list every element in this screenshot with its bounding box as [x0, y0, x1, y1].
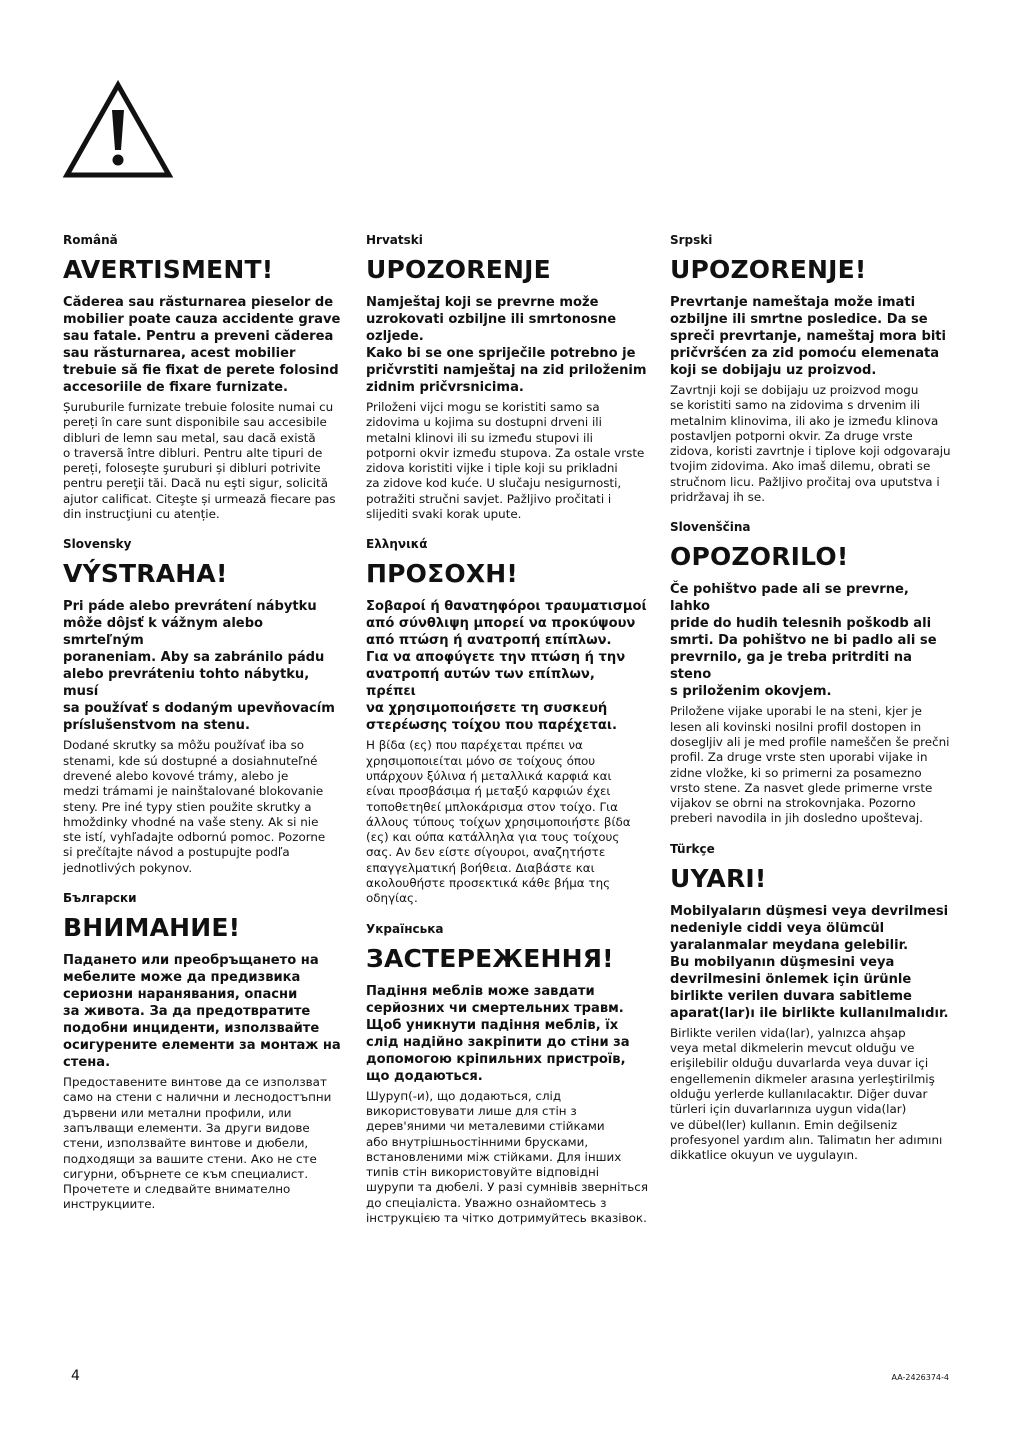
warning-details: Dodané skrutky sa môžu používať iba so stenami, kde sú dostupné a dosiahnuteľné drevené alebo kovové trámy, alebo je medzi trámami je nainštalované blokovanie steny. Pre iné typy stien použite skrutky a hmoždinky vhodné na vaše steny. Ak si nie ste istí, vyhľadajte odbornú pomoc. Pozorne si prečítajte návod a postupujte podľa jednotlivých pokynov. [63, 738, 326, 875]
language-label: Slovensky [63, 537, 132, 552]
warning-heading: AVERTISMENT! [63, 255, 274, 284]
warning-summary: Namještaj koji se prevrne može uzrokovati ozbiljne ili smrtonosne ozljede. Kako bi se one spriječile potrebno je pričvrstiti namještaj na zid priloženim zidnim pričvrsnicima. [366, 295, 647, 395]
column-1 [63, 232, 345, 1227]
warning-heading: ЗАСТЕРЕЖЕННЯ! [366, 943, 614, 973]
warning-heading: VÝSTRAHA! [63, 559, 228, 589]
section-srpski [670, 232, 952, 505]
column-3 [670, 232, 952, 1177]
language-label: Ελληνικά [366, 537, 428, 552]
section-bulgarian [63, 890, 345, 1213]
warning-summary: Σοβαροί ή θανατηφόροι τραυματισμοί από σύνθλιψη μπορεί να προκύψουν από πτώση ή ανατροπή επίπλων. Για να αποφύγετε την πτώση ή την ανατροπή αυτών των επίπλων, πρέπει να χρησιμοποιήσετε τη συσκευή στερέωσης τοίχου που παρέχεται. [366, 599, 647, 734]
document-code: AA-2426374-4 [891, 1373, 949, 1382]
warning-details: Предоставените винтове да се използват само на стени с налични и леснодостъпни дървени или метални профили, или запълващи елементи. За други видове стени, използвайте винтове и дюбели, подходящи за вашите стени. Ако не сте сигурни, обърнете се към специалист. Прочетете и следвайте внимателно инструкциите. [63, 1075, 332, 1212]
language-label: Български [63, 891, 137, 906]
warning-heading: ВНИМАНИЕ! [63, 913, 241, 943]
warning-triangle-icon [62, 80, 174, 180]
language-label: Українська [366, 921, 444, 936]
language-label: Türkçe [670, 841, 715, 856]
warning-summary: Mobilyaların düşmesi veya devrilmesi nedeniyle ciddi veya ölümcül yaralanmalar meydana gelebilir. Bu mobilyanın düşmesini veya devrilmesini önlemek için ürünle birlikte verilen duvara sabitleme aparat(lar)ı ile birlikte kullanılmalıdır. [670, 903, 949, 1021]
warning-summary: Căderea sau răsturnarea pieselor de mobilier poate cauza accidente grave sau fatale. Pentru a preveni căderea sau răsturnarea, acest mobilier trebuie să fie fixat de perete folosind accesoriile de fixare furnizate. [63, 295, 341, 395]
warning-summary: Падането или преобръщането на мебелите може да предизвика сериозни наранявания, опасни за живота. За да предотвратите подобни инциденти, използвайте осигурените елементи за монтаж на стена. [63, 953, 341, 1071]
section-ukrainian [366, 921, 648, 1227]
warning-details: Zavrtnji koji se dobijaju uz proizvod mogu se koristiti samo na zidovima s drvenim ili metalnim klinovima, ili ako je između klinova postavljen potporni okvir. Za druge vrste zidova, koristi zavrtnje i tiplove koji odgovaraju tvojim zidovima. Ako imaš dilemu, obrati se stručnom licu. Pažljivo pročitaj ova uputstva i pridržavaj ih se. [670, 383, 951, 505]
section-hrvatski [366, 232, 648, 522]
warning-heading: UPOZORENJE! [670, 255, 867, 284]
warning-details: Шуруп(-и), що додаються, слід використовувати лише для стін з дерев'яними чи металевими стійками або внутрішньостінними брусками, встановленими між стійками. Для інших типів стін використовуйте відповідні шурупи та дюбелі. У разі сумнівів зверніться до спеціаліста. Уважно ознайомтесь з інструкцією та чітко дотримуйтесь вказівок. [366, 1088, 649, 1226]
section-greek [366, 536, 648, 906]
language-label: Română [63, 233, 118, 247]
warning-details: Priložene vijake uporabi le na steni, kjer je lesen ali kovinski nosilni profil dostopen in dosegljiv ali je med profile nameščen še prečni profil. Za druge vrste sten uporabi vijake in zidne vložke, ki so primerni za posamezno vrsto stene. Za nasvet glede primerne vrste vijakov se obrni na strokovnjaka. Pozorno preberi navodila in jih dosledno upoštevaj. [670, 704, 950, 826]
section-slovensky [63, 536, 345, 876]
page-number: 4 [71, 1368, 80, 1384]
warning-details: Η βίδα (ες) που παρέχεται πρέπει να χρησιμοποιείται μόνο σε τοίχους όπου υπάρχουν ξύλινα ή μεταλλικά καρφιά και είναι προσβάσιμα ή μεταξύ καρφιών έχει τοποθετηθεί μπλοκάρισμα στον τοίχο. Για άλλους τύπους τοίχων χρησιμοποιήστε βίδα (ες) και ούπα κατάλληλα για τους τοίχους σας. Αν δεν είστε σίγουροι, αναζητήστε επαγγελματική βοήθεια. Διαβάστε και ακολουθήστε προσεκτικά κάθε βήμα της οδηγίας. [366, 738, 631, 906]
warning-heading: ΠΡΟΣΟΧΗ! [366, 559, 519, 589]
warning-heading: UPOZORENJE [366, 255, 551, 284]
warning-details: Șuruburile furnizate trebuie folosite numai cu pereți în care sunt disponibile sau accesibile dibluri de lemn sau metal, sau dacă există o traversă între dibluri. Pentru alte tipuri de pereți, foloseşte şuruburi și dibluri potrivite pentru pereţii tăi. Dacă nu eşti sigur, solicită ajutor calificat. Citeşte și urmează fiecare pas din instrucţiuni cu atenție. [63, 400, 336, 522]
language-label: Srpski [670, 233, 713, 247]
section-romana [63, 232, 345, 522]
section-turkce [670, 841, 952, 1164]
warning-details: Birlikte verilen vida(lar), yalnızca ahşap veya metal dikmelerin mevcut olduğu ve erişilebilir olduğu duvarlarda veya duvar içi engellemenin dikmeler arasına yerleştirilmiş olduğu yerlerde kullanılacaktır. Diğer duvar türleri için duvarlarınıza uygun vida(lar) ve dübel(ler) kullanın. Emin değilseniz profesyonel yardım alın. Talimatın her adımını dikkatlice okuyun ve uygulayın. [670, 1025, 943, 1163]
column-2 [366, 232, 648, 1240]
warning-details: Priloženi vijci mogu se koristiti samo sa zidovima u kojima su dostupni drveni ili metalni klinovi ili su između stupovi ili potporni okvir između stupova. Za ostale vrste zidova koristiti vijke i tiple koji su prikladni za zidove kod kuće. U slučaju nesigurnosti, potražiti stručni savjet. Pažljivo pročitati i slijediti svaki korak upute. [366, 400, 645, 522]
warning-summary: Če pohištvo pade ali se prevrne, lahko pride do hudih telesnih poškodb ali smrti. Da pohištvo ne bi padlo ali se prevrnilo, ga je treba pritrditi na steno s priloženim okovjem. [670, 582, 937, 700]
section-slovenscina [670, 519, 952, 826]
warning-summary: Падіння меблів може завдати серйозних чи смертельних травм. Щоб уникнути падіння меблів, їх слід надійно закріпити до стіни за допомогою кріпильних пристроїв, що додаються. [366, 983, 630, 1084]
warning-summary: Pri páde alebo prevrátení nábytku môže dôjsť k vážnym alebo smrteľným poraneniam. Aby sa zabránilo pádu alebo prevráteniu tohto nábytku, musí sa používať s dodaným upevňovacím príslušenstvom na stenu. [63, 599, 335, 734]
language-label: Slovenščina [670, 520, 751, 535]
language-label: Hrvatski [366, 233, 423, 247]
warning-heading: UYARI! [670, 863, 767, 893]
warning-heading: OPOZORILO! [670, 542, 849, 572]
warning-summary: Prevrtanje nameštaja može imati ozbiljne ili smrtne posledice. Da se spreči prevrtanje, nameštaj mora biti pričvršćen za zid pomoću elemenata koji se dobijaju uz proizvod. [670, 295, 947, 378]
